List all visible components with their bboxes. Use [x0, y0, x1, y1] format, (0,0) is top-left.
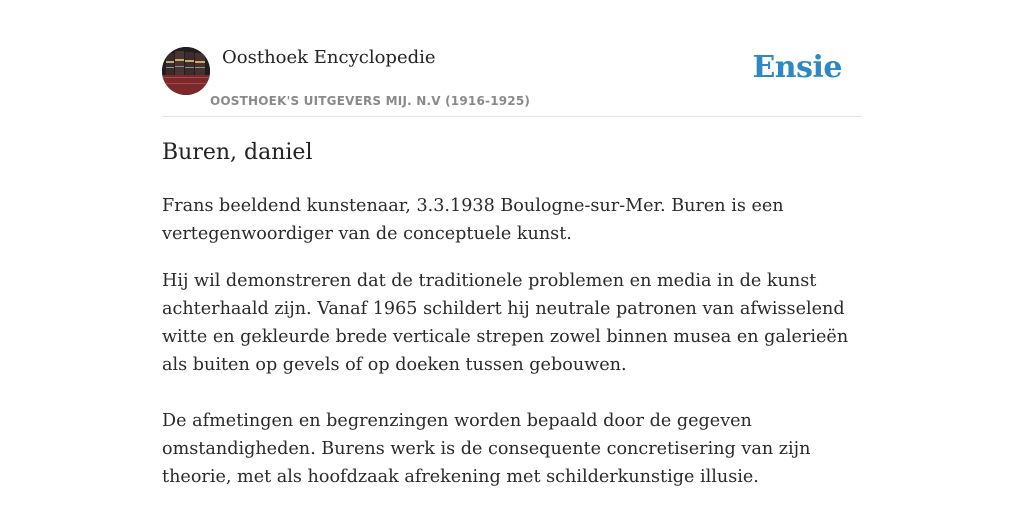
article-body [162, 192, 862, 491]
article-paragraph: Hij wil demonstreren dat de traditionele problemen en media in de kunst achterhaald zijn. Vanaf 1965 schildert hij neutrale patronen van afwisselend witte en gekleurde brede verticale strepen zowel binnen musea en galerieën als buiten op gevels of op doeken tussen gebouwen. [162, 271, 849, 375]
site-header [162, 46, 862, 117]
source-subtitle: OOSTHOEK'S UITGEVERS MIJ. N.V (1916-1925) [210, 94, 531, 108]
article-paragraph: De afmetingen en begrenzingen worden bepaald door de gegeven omstandigheden. Burens werk is de consequente concretisering van zijn theorie, met als hoofdzaak afrekening met schilderkunstige illusie. [162, 411, 811, 487]
book-spines-icon[interactable] [162, 47, 210, 95]
article-title: Buren, daniel [162, 140, 313, 165]
article-paragraph: Frans beeldend kunstenaar, 3.3.1938 Boulogne-sur-Mer. Buren is een vertegenwoordiger van de conceptuele kunst. [162, 196, 784, 244]
brand-logo[interactable]: Ensie [752, 50, 842, 85]
source-title[interactable]: Oosthoek Encyclopedie [222, 47, 436, 68]
